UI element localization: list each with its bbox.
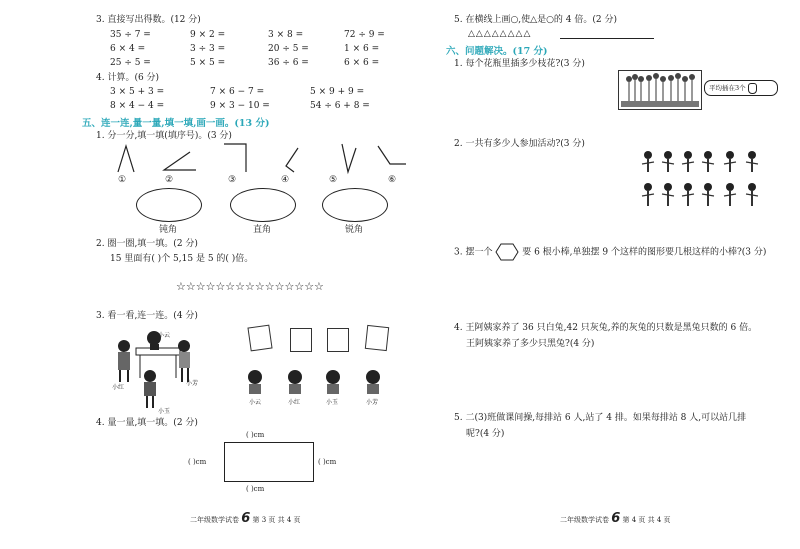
hint-bubble — [704, 80, 778, 96]
s5q3-title: 3. 看一看,连一连。(4 分) — [96, 311, 198, 321]
people-illustration — [640, 150, 772, 214]
angle-number: ④ — [281, 175, 290, 185]
s5q1-title: 1. 分一分,填一填(填序号)。(3 分) — [96, 131, 232, 141]
footer-page: 第 4 页 共 4 页 — [622, 516, 671, 524]
footer-big-number: 6 — [241, 511, 251, 526]
calc-cell: 54 ÷ 6 + 8 = — [310, 101, 370, 111]
p5-line1: 5. 二(3)班做课间操,每排站 6 人,站了 4 排。如果每排站 8 人,可以站几排 — [454, 413, 747, 423]
calc-cell: 3 × 8 = — [268, 30, 304, 40]
flowers-illustration — [618, 70, 702, 110]
calc-cell: 5 × 5 = — [190, 58, 226, 68]
angle-number: ⑥ — [388, 175, 397, 185]
section-6-title: 六、问题解决。(17 分) — [446, 46, 548, 57]
kid-label: 小云 — [158, 332, 171, 339]
calc-cell: 35 ÷ 7 = — [110, 30, 151, 40]
section-5-title: 五、连一连,量一量,填一填,画一画。(13 分) — [82, 118, 270, 129]
s5q4-title: 4. 量一量,填一填。(2 分) — [96, 418, 198, 428]
stars-row: ☆☆☆☆☆☆☆☆☆☆☆☆☆☆☆ — [176, 280, 324, 293]
picture-frame-4 — [365, 325, 389, 351]
right-footer — [560, 511, 671, 526]
measure-top: ( )cm — [246, 431, 265, 439]
s5q2-fill-line: 15 里面有( )个 5,15 是 5 的( )倍。 — [110, 254, 254, 264]
ellipse-label: 钝角 — [159, 225, 178, 235]
picture-frame-3 — [327, 328, 349, 352]
kid-photos — [243, 368, 393, 396]
angle-number: ③ — [228, 175, 237, 185]
calc-cell: 72 ÷ 9 = — [344, 30, 385, 40]
calc-cell: 36 ÷ 6 = — [268, 58, 309, 68]
photo-label: 小云 — [249, 399, 262, 406]
calc-cell: 6 × 4 = — [110, 44, 146, 54]
kid-label: 小红 — [112, 384, 125, 391]
footer-page: 第 3 页 共 4 页 — [252, 516, 301, 524]
angle-number: ② — [165, 175, 174, 185]
s5q2-title: 2. 圈一圈,填一填。(2 分) — [96, 239, 198, 249]
footer-title: 二年级数学试卷 — [190, 516, 239, 524]
picture-frame-2 — [290, 328, 312, 352]
calc-cell: 3 ÷ 3 = — [190, 44, 226, 54]
angle-number: ① — [118, 175, 127, 185]
calc-cell: 20 ÷ 5 = — [268, 44, 309, 54]
ellipse-label: 锐角 — [345, 225, 364, 235]
measure-rectangle — [224, 442, 314, 482]
ellipse-label: 直角 — [253, 225, 272, 235]
calc-cell: 5 × 9 + 9 = — [310, 87, 365, 97]
right-ellipse[interactable] — [230, 188, 296, 222]
left-footer — [190, 511, 301, 526]
measure-right: ( )cm — [318, 458, 337, 466]
footer-big-number: 6 — [611, 511, 621, 526]
photo-label: 小红 — [288, 399, 301, 406]
calc-cell: 1 × 6 = — [344, 44, 380, 54]
angles-figure — [100, 142, 410, 176]
calc-cell: 3 × 5 + 3 = — [110, 87, 165, 97]
p1-title: 1. 每个花瓶里插多少枝花?(3 分) — [454, 59, 585, 69]
p3-post: 要 6 根小棒,单独摆 9 个这样的图形要几根这样的小棒?(3 分) — [522, 247, 767, 258]
photo-label: 小玉 — [326, 399, 339, 406]
calc-cell: 9 × 2 = — [190, 30, 226, 40]
p3-question — [454, 242, 766, 262]
obtuse-ellipse[interactable] — [136, 188, 202, 222]
calc-cell: 7 × 6 − 7 = — [210, 87, 265, 97]
kids-scene-illustration — [108, 326, 204, 418]
calc-cell: 9 × 3 − 10 = — [210, 101, 270, 111]
angle-number: ⑤ — [329, 175, 338, 185]
kid-label: 小芳 — [186, 380, 199, 387]
calc-cell: 6 × 6 = — [344, 58, 380, 68]
p2-title: 2. 一共有多少人参加活动?(3 分) — [454, 139, 585, 149]
p3-pre: 3. 摆一个 — [454, 247, 493, 258]
draw-circles-line[interactable] — [560, 38, 654, 39]
calc-cell: 8 × 4 − 4 = — [110, 101, 165, 111]
p5-line2: 呢?(4 分) — [466, 429, 505, 439]
calc-cell: 25 ÷ 5 = — [110, 58, 151, 68]
p4-line2: 王阿姨家养了多少只黑兔?(4 分) — [466, 339, 595, 349]
vase-icon — [748, 83, 757, 94]
photo-label: 小芳 — [366, 399, 379, 406]
r-q5-title: 5. 在横线上画○,使△是○的 4 倍。(2 分) — [454, 15, 617, 25]
hexagon-icon — [495, 242, 519, 262]
picture-frame-1 — [247, 325, 272, 352]
footer-title: 二年级数学试卷 — [560, 516, 609, 524]
q3-title: 3. 直接写出得数。(12 分) — [96, 15, 201, 25]
kid-label: 小玉 — [158, 408, 171, 415]
acute-ellipse[interactable] — [322, 188, 388, 222]
triangles-row: △△△△△△△△ — [468, 29, 532, 39]
measure-bottom: ( )cm — [246, 485, 265, 493]
hint-bubble-text: 平均插在3个 — [709, 84, 746, 92]
q4-title: 4. 计算。(6 分) — [96, 73, 160, 83]
measure-left: ( )cm — [188, 458, 207, 466]
p4-line1: 4. 王阿姨家养了 36 只白兔,42 只灰兔,养的灰兔的只数是黑兔只数的 6 倍。 — [454, 323, 758, 333]
